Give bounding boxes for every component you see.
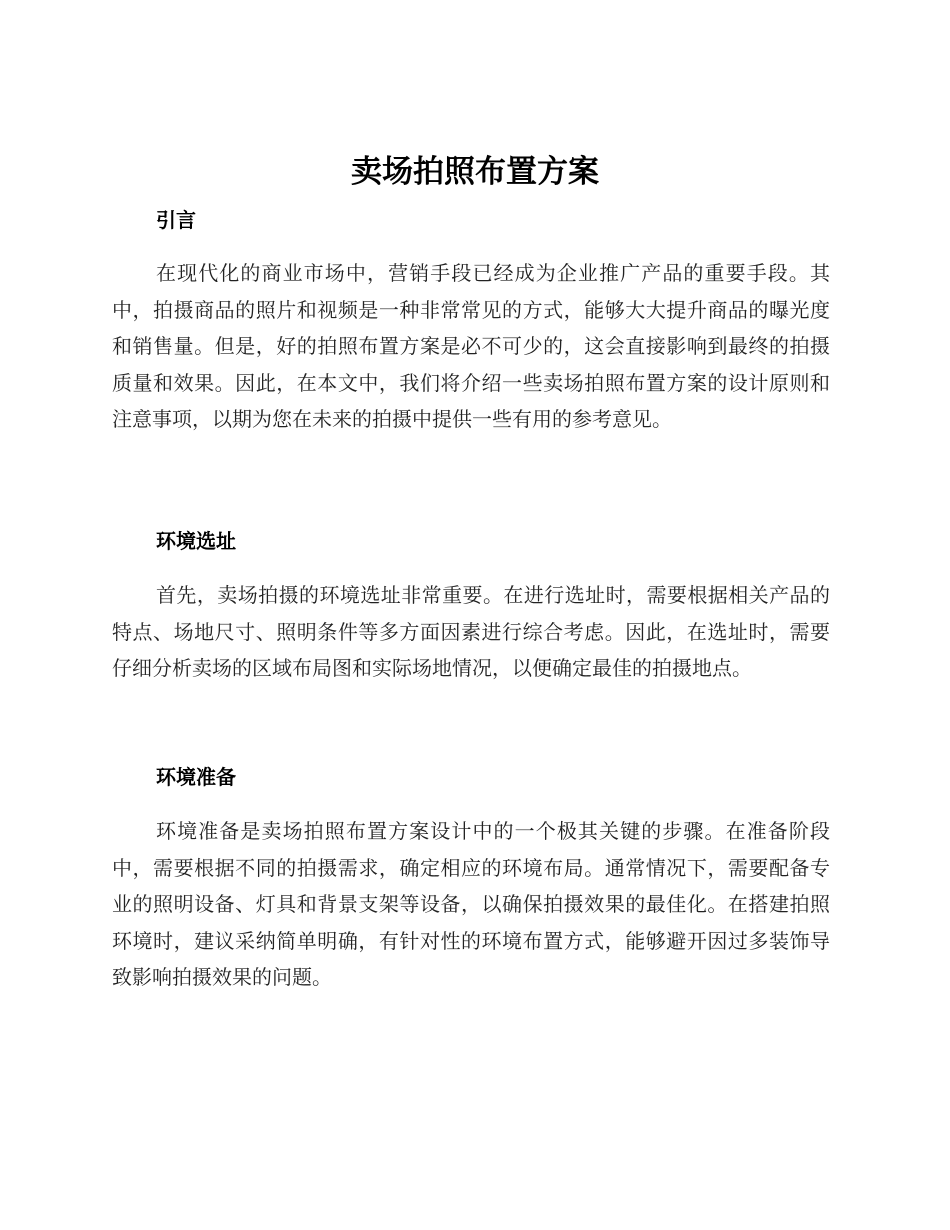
document-title: 卖场拍照布置方案	[351, 154, 599, 190]
section-heading-environment-preparation: 环境准备	[156, 765, 236, 789]
section-heading-introduction: 引言	[156, 208, 196, 232]
section-body-site-selection: 首先，卖场拍摄的环境选址非常重要。在进行选址时，需要根据相关产品的特点、场地尺寸、照明条件等多方面因素进行综合考虑。因此，在选址时，需要仔细分析卖场的区域布局图和实际场地情况，以便确定最佳的拍摄地点。	[112, 583, 830, 680]
section-body-environment-preparation: 环境准备是卖场拍照布置方案设计中的一个极其关键的步骤。在准备阶段中，需要根据不同的拍摄需求，确定相应的环境布局。通常情况下，需要配备专业的照明设备、灯具和背景支架等设备，以确保拍摄效果的最佳化。在搭建拍照环境时，建议采纳简单明确，有针对性的环境布置方式，能够避开因过多装饰导致影响拍摄效果的问题。	[112, 819, 830, 989]
section-body-introduction: 在现代化的商业市场中，营销手段已经成为企业推广产品的重要手段。其中，拍摄商品的照片和视频是一种非常常见的方式，能够大大提升商品的曝光度和销售量。但是，好的拍照布置方案是必不可少的，这会直接影响到最终的拍摄质量和效果。因此，在本文中，我们将介绍一些卖场拍照布置方案的设计原则和注意事项，以期为您在未来的拍摄中提供一些有用的参考意见。	[112, 261, 830, 431]
section-heading-site-selection: 环境选址	[156, 529, 236, 553]
